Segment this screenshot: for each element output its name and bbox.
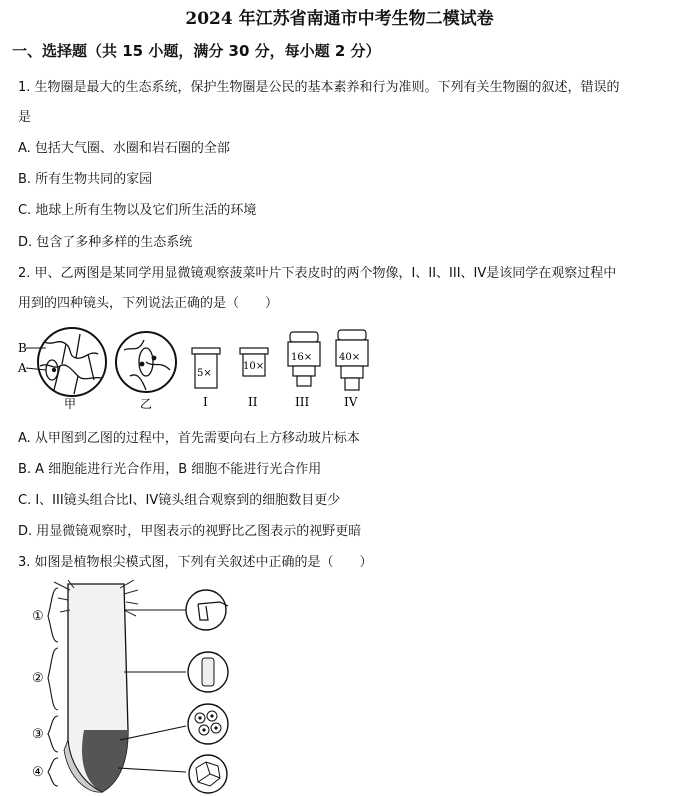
view-yi: [116, 332, 176, 392]
label-2: ②: [32, 671, 44, 686]
q2-option-c: C. I、III镜头组合比I、IV镜头组合观察到的细胞数目更少: [18, 493, 341, 508]
q1-stem-line2: 是: [18, 110, 32, 125]
q1-option-d: D. 包含了多种多样的生态系统: [18, 235, 193, 250]
lens-iii-label: III: [295, 395, 310, 409]
label-3: ③: [32, 727, 44, 742]
label-jia: 甲: [64, 397, 77, 411]
lens-ii-mag: 10×: [243, 361, 265, 372]
q1-option-a: A. 包括大气圈、水圈和岩石圈的全部: [18, 141, 230, 156]
q2-option-a: A. 从甲图到乙图的过程中，首先需要向右上方移动玻片标本: [18, 431, 360, 446]
q3-stem: 3. 如图是植物根尖模式图，下列有关叙述中正确的是（ ）: [18, 555, 373, 570]
lens-iv-label: IV: [344, 395, 358, 409]
lens-i-mag: 5×: [197, 368, 212, 379]
leader-lines: [118, 610, 186, 772]
paper-title: 2024 年江苏省南通市中考生物二模试卷: [185, 9, 494, 29]
q2-stem-line1: 2. 甲、乙两图是某同学用显微镜观察菠菜叶片下表皮时的两个物像，I、II、III、IV是该同学在观察过程中: [18, 266, 617, 281]
q3-root-tip-figure: [24, 580, 254, 794]
lens-ii-label: II: [248, 395, 258, 409]
lens-iv-mag: 40×: [339, 352, 361, 363]
lens-iii-mag: 16×: [291, 352, 313, 363]
detail-meristem-cells: [188, 704, 228, 744]
q2-option-d: D. 用显微镜观察时，甲图表示的视野比乙图表示的视野更暗: [18, 524, 362, 539]
q1-option-c: C. 地球上所有生物以及它们所生活的环境: [18, 203, 257, 218]
q1-option-b: B. 所有生物共同的家园: [18, 172, 153, 187]
section-heading: 一、选择题（共 15 小题，满分 30 分，每小题 2 分）: [12, 42, 381, 60]
lens-i-label: I: [203, 395, 208, 409]
label-b: B: [18, 341, 27, 355]
q1-stem-line1: 1. 生物圈是最大的生态系统，保护生物圈是公民的基本素养和行为准则。下列有关生物圈的叙述，错误的: [18, 80, 620, 95]
view-jia: [38, 328, 106, 396]
label-a: A: [18, 361, 27, 375]
label-yi: 乙: [140, 397, 153, 411]
label-1: ①: [32, 609, 44, 624]
q2-microscope-figure: [14, 320, 374, 412]
q2-stem-line2: 用到的四种镜头，下列说法正确的是（ ）: [18, 296, 279, 311]
q2-option-b: B. A 细胞能进行光合作用，B 细胞不能进行光合作用: [18, 462, 322, 477]
label-4: ④: [32, 765, 44, 780]
